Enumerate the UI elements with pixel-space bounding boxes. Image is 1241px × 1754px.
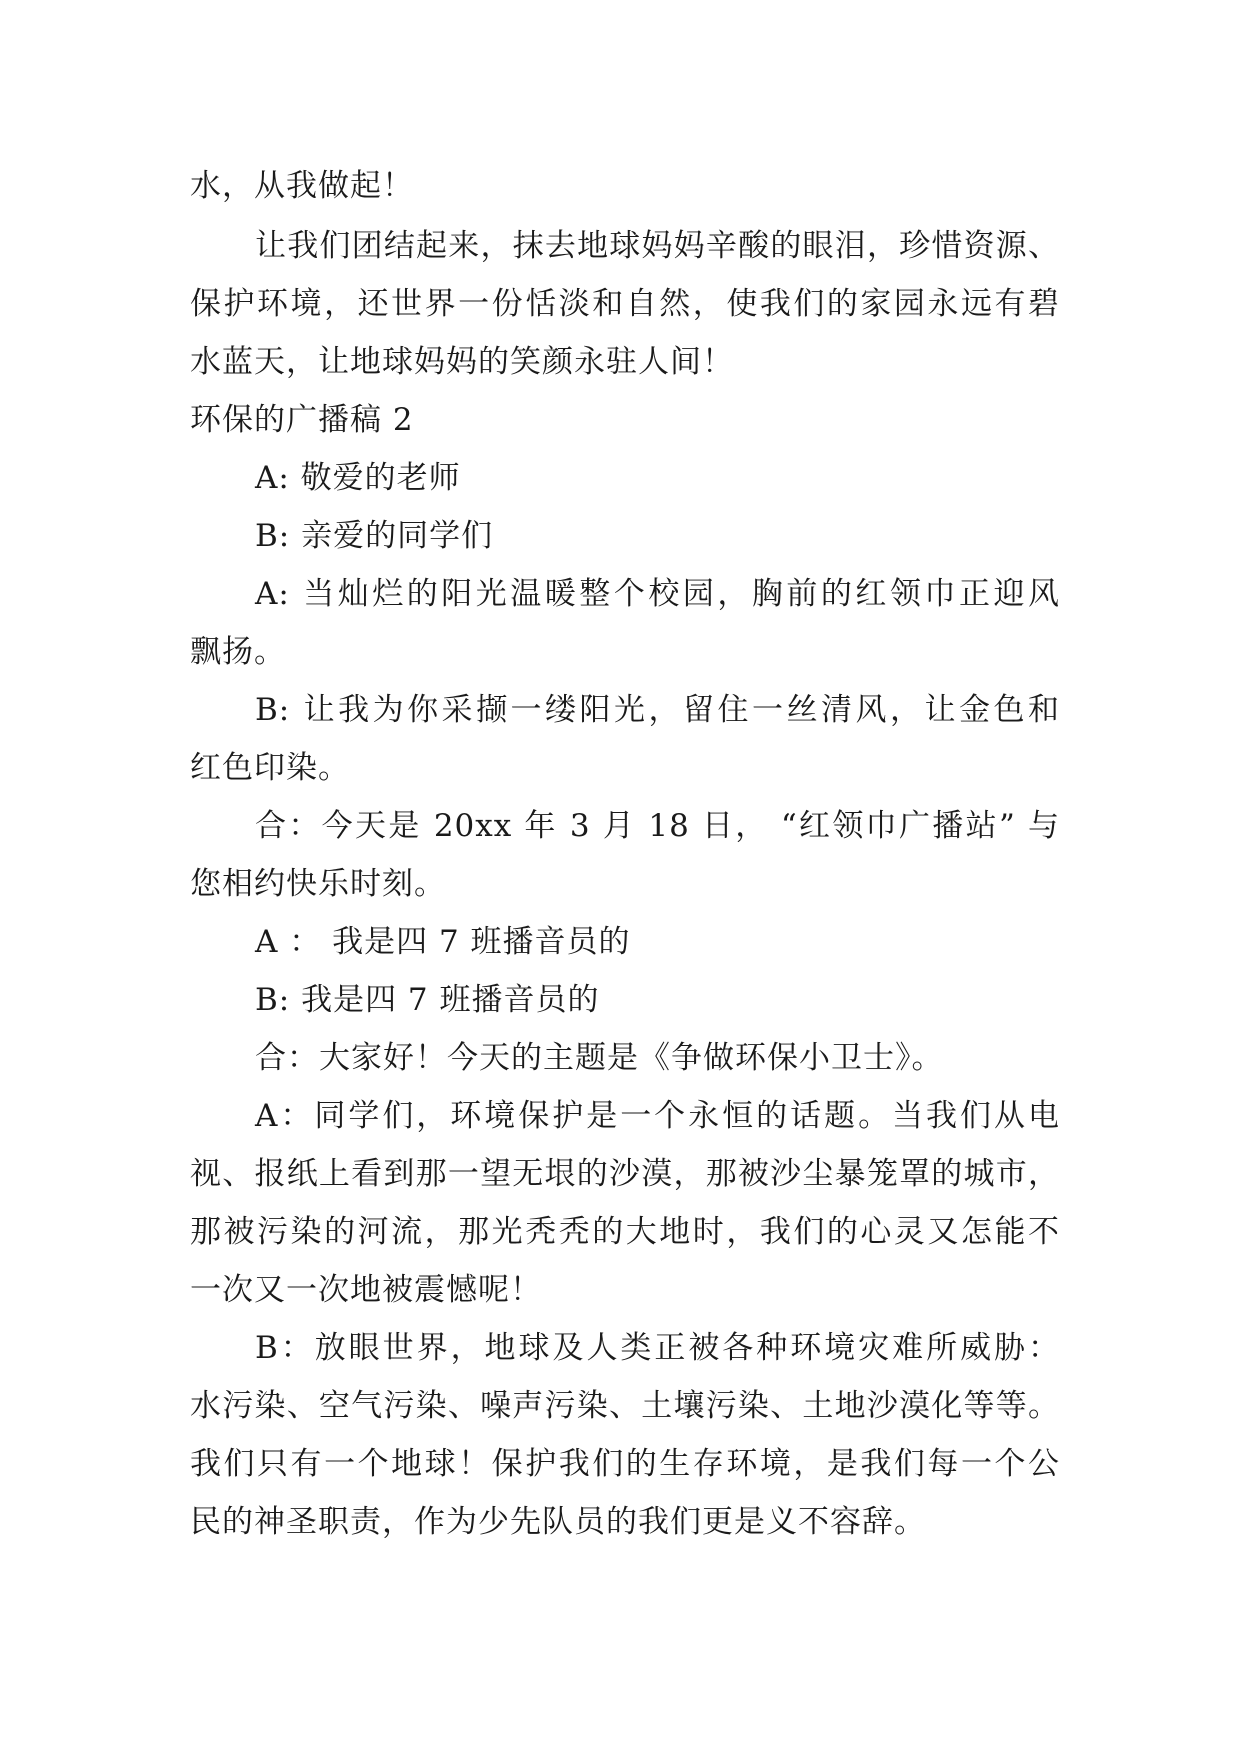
text-line: B：放眼世界，地球及人类正被各种环境灾难所威胁： <box>255 1330 1060 1366</box>
text-line: A: 当灿烂的阳光温暖整个校园，胸前的红领巾正迎风 <box>255 576 1060 612</box>
text-line: 水污染、空气污染、噪声污染、土壤污染、土地沙漠化等等。 <box>190 1388 1060 1424</box>
text-line: B: 让我为你采撷一缕阳光，留住一丝清风，让金色和 <box>255 692 1060 728</box>
text-line: 我们只有一个地球！保护我们的生存环境，是我们每一个公 <box>190 1446 1060 1482</box>
text-line: 那被污染的河流，那光秃秃的大地时，我们的心灵又怎能不 <box>190 1214 1060 1250</box>
section-heading: 环保的广播稿 2 <box>190 402 414 438</box>
text-line: B: 我是四 7 班播音员的 <box>255 982 600 1018</box>
text-line: 视、报纸上看到那一望无垠的沙漠，那被沙尘暴笼罩的城市， <box>190 1156 1060 1192</box>
text-line: 合：今天是 20xx 年 3 月 18 日， “红领巾广播站” 与 <box>255 808 1060 844</box>
text-line: 红色印染。 <box>190 750 350 786</box>
text-line: A：同学们，环境保护是一个永恒的话题。当我们从电 <box>255 1098 1060 1134</box>
text-line: 保护环境，还世界一份恬淡和自然，使我们的家园永远有碧 <box>190 286 1060 322</box>
text-line: 飘扬。 <box>190 634 286 670</box>
text-line: 合：大家好！今天的主题是《争做环保小卫士》。 <box>255 1040 944 1076</box>
text-line: B: 亲爱的同学们 <box>255 518 494 554</box>
text-line: 水蓝天，让地球妈妈的笑颜永驻人间！ <box>190 344 734 380</box>
text-line: 让我们团结起来，抹去地球妈妈辛酸的眼泪，珍惜资源、 <box>255 228 1060 264</box>
text-line: 民的神圣职责，作为少先队员的我们更是义不容辞。 <box>190 1504 926 1540</box>
text-line: 水，从我做起！ <box>190 168 414 204</box>
text-line: A ： 我是四 7 班播音员的 <box>255 924 631 960</box>
text-line: 您相约快乐时刻。 <box>190 866 446 902</box>
text-line: A: 敬爱的老师 <box>255 460 461 496</box>
text-line: 一次又一次地被震憾呢！ <box>190 1272 542 1308</box>
